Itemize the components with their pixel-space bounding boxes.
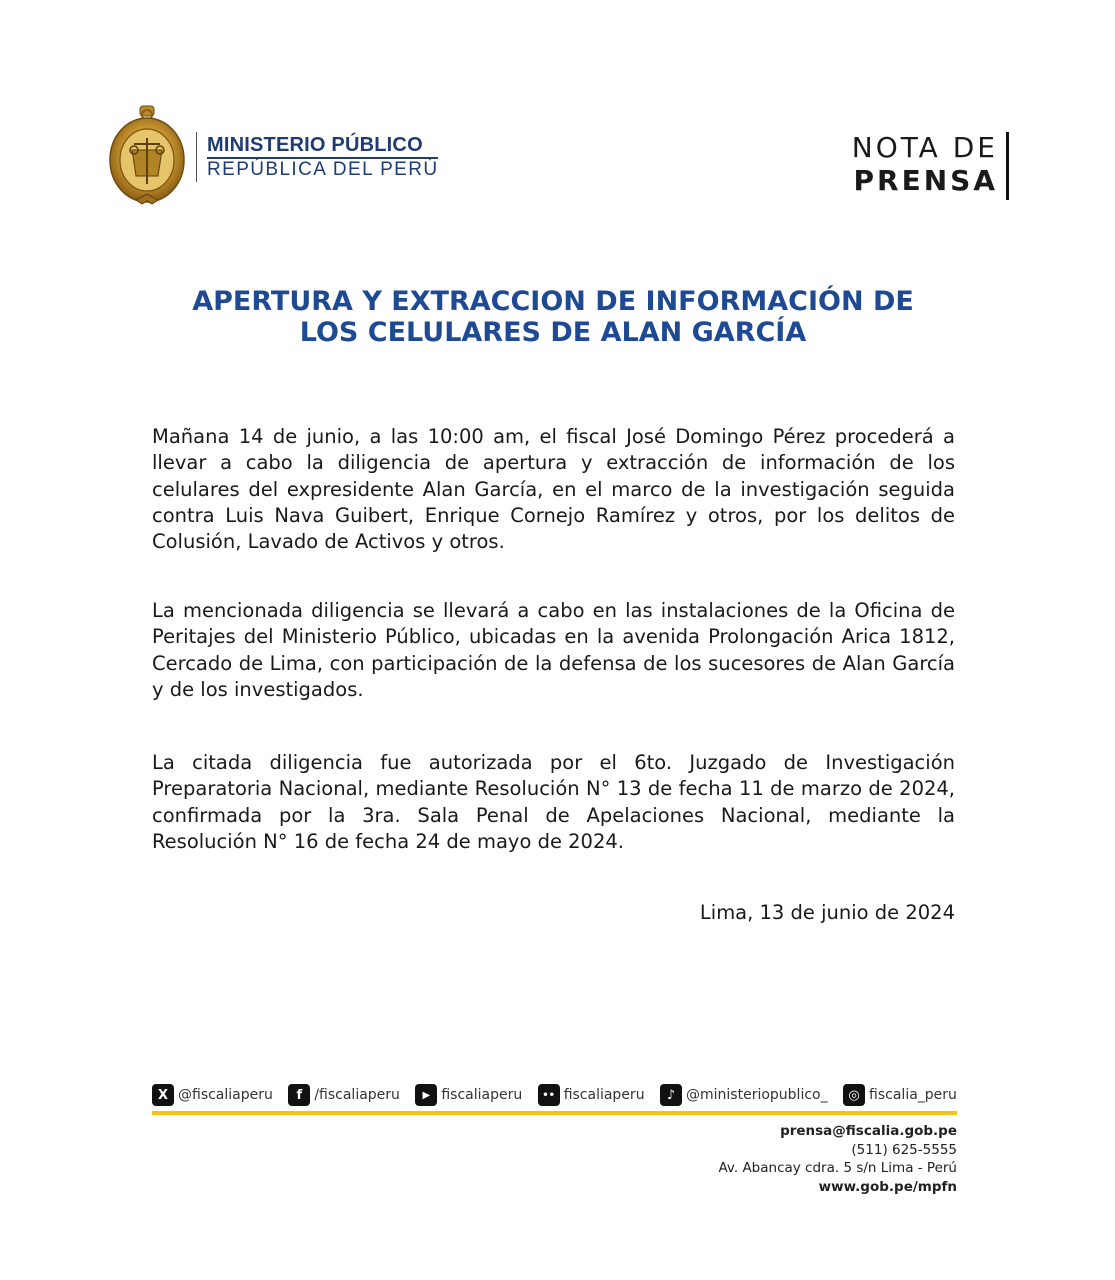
org-name-line2: REPÚBLICA DEL PERÚ [207,158,439,180]
x-icon: X [152,1084,174,1106]
badge-line2: PRENSA [853,164,998,197]
contact-website[interactable]: www.gob.pe/mpfn [818,1178,957,1195]
social-handle: fiscaliaperu [441,1087,523,1103]
social-x[interactable] [152,1084,273,1106]
press-release-badge [852,132,1009,200]
social-links [152,1082,957,1108]
social-instagram[interactable] [843,1084,957,1106]
logo-divider [196,132,197,182]
youtube-icon: ▶ [415,1084,437,1106]
body-paragraph-3: La citada diligencia fue autorizada por el 6to. Juzgado de Investigación Preparatoria Nacional, mediante Resolución N° 13 de fecha 11 de marzo de 2024, confirmada por la 3ra. Sala Penal de Apelaciones Nacional, mediante la Resolución N° 16 de fecha 24 de mayo de 2024. [152,751,955,853]
title-line1: APERTURA Y EXTRACCION DE INFORMACIÓN DE [192,286,914,317]
org-name [207,134,438,181]
body-paragraph-2: La mencionada diligencia se llevará a cabo en las instalaciones de la Oficina de Peritajes del Ministerio Público, ubicadas en la avenida Prolongación Arica 1812, Cercado de Lima, con participación de la defensa de los sucesores de Alan García y de los investigados. [152,599,955,701]
social-tiktok[interactable] [660,1084,828,1106]
document-title [140,286,966,348]
tiktok-icon: ♪ [660,1084,682,1106]
dateline: Lima, 13 de junio de 2024 [699,901,955,924]
body-paragraph-1: Mañana 14 de junio, a las 10:00 am, el fiscal José Domingo Pérez procederá a llevar a cabo la diligencia de apertura y extracción de información de los celulares del expresidente Alan García, en el marco de la investigación seguida contra Luis Nava Guibert, Enrique Cornejo Ramírez y otros, por los delitos de Colusión, Lavado de Activos y otros. [152,425,955,554]
footer-divider [152,1111,957,1115]
title-line2: LOS CELULARES DE ALAN GARCÍA [299,317,807,348]
seal-icon [106,104,188,210]
social-flickr[interactable] [538,1084,645,1106]
social-handle: fiscalia_peru [869,1087,957,1103]
org-name-line1: MINISTERIO PÚBLICO [207,134,438,159]
social-handle: fiscaliaperu [563,1087,645,1103]
social-handle: @fiscaliaperu [178,1087,273,1103]
social-youtube[interactable] [415,1084,522,1106]
contact-info [718,1122,957,1196]
badge-line1: NOTA DE [851,131,998,164]
instagram-icon: ◎ [843,1084,865,1106]
org-logo [106,104,438,210]
social-handle: @ministeriopublico_ [686,1087,828,1103]
social-facebook[interactable] [288,1084,400,1106]
social-handle: /fiscaliaperu [314,1087,400,1103]
contact-phone: (511) 625-5555 [851,1141,957,1158]
contact-email[interactable]: prensa@fiscalia.gob.pe [780,1123,957,1139]
flickr-icon: •• [538,1084,560,1106]
facebook-icon: f [288,1084,310,1106]
contact-address: Av. Abancay cdra. 5 s/n Lima - Perú [718,1160,957,1176]
